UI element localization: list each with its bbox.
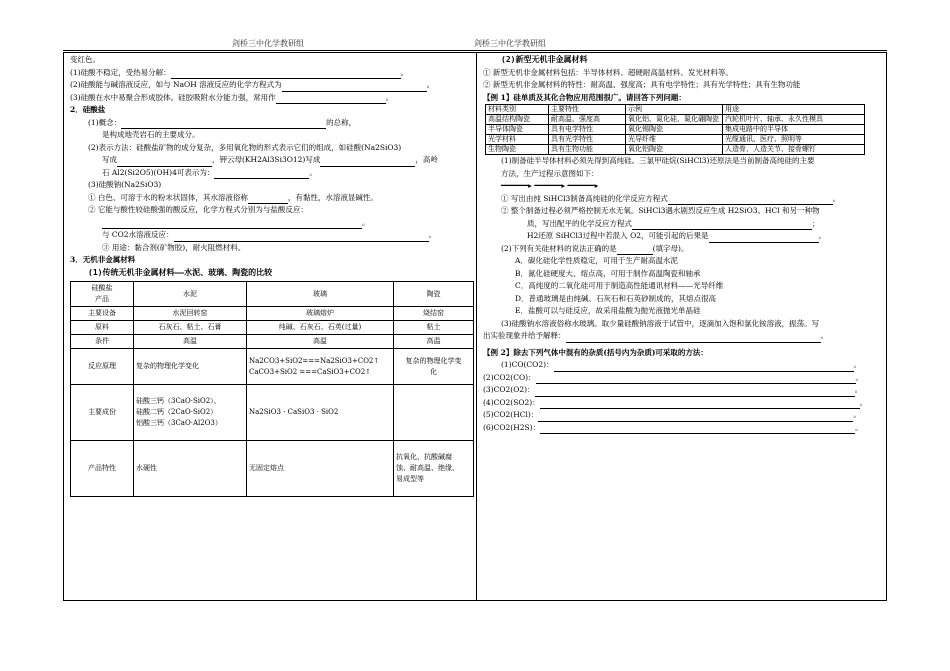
- table-cell: 水硬性: [134, 441, 247, 497]
- table-cell: 半导体陶瓷: [486, 125, 549, 135]
- line-l10: 石 Al2(Si2O5)(OH)4可表示为： 。: [70, 167, 473, 180]
- table-corner: 硅酸盐 产品: [71, 282, 134, 307]
- row-label: 产品特性: [71, 441, 134, 497]
- option-a: A．碳化硅化学性质稳定，可用于生产耐高温水泥: [515, 256, 678, 265]
- table-cell: 高温: [134, 335, 247, 349]
- line-r12: (2)下列有关硅材料的说法正确的是 (填字母)。: [483, 243, 883, 256]
- table-cell: 具有光学特性: [549, 135, 626, 145]
- line-l11: (3)硅酸钠(Na2SiO3): [88, 180, 162, 189]
- header-right: 剑桥三中化学教研组: [474, 39, 546, 48]
- table-row: [71, 441, 474, 497]
- process-arrows: ━━━━━━▸ ━━━━━━▸ ━━━━━━▸: [501, 181, 599, 190]
- table-cell: 纯碱、石灰石、石英(过量): [247, 321, 394, 335]
- line-r2: ① 新型无机非金属材料包括：半导体材料、超硬耐高温材料、发光材料等。: [483, 67, 733, 77]
- item-6: (6)CO2(H2S)： 。: [483, 422, 883, 435]
- line-l6: (1)概念： 的总称，: [70, 117, 473, 130]
- row-label: 反应原理: [71, 349, 134, 385]
- table-cell: 石灰石、粘土、石膏: [134, 321, 247, 335]
- item-4: (4)CO2(SO2)： 。: [483, 397, 883, 410]
- line-l9: 写成 ，钾云母(KH2Al3Si3O12)写成 ，高岭: [70, 154, 473, 167]
- table-cell: Na2CO3+SiO2===Na2SiO3+CO2↑ CaCO3+SiO2 ===CaSiO3+CO2↑: [247, 349, 394, 385]
- col-ceramic: 陶瓷: [394, 282, 474, 307]
- line-l2: (1)硅酸不稳定，受热易分解： 。: [70, 67, 473, 80]
- option-d: D．普通玻璃是由纯碱、石灰石和石英砂制成的，其熔点很高: [515, 293, 717, 303]
- option-b: B．氮化硅硬度大、熔点高，可用于制作高温陶瓷和轴承: [515, 268, 701, 278]
- line-r6: 方法，生产过程示意图如下：: [501, 168, 599, 178]
- table-cell: 人造骨、人造关节、接骨螺钉: [723, 145, 865, 155]
- header-left: 剑桥三中化学教研组: [232, 39, 304, 48]
- row-label: 条件: [71, 335, 134, 349]
- line-r3: ② 新型无机非金属材料的特性：耐高温、强度高；具有电学特性；具有光学特性；具有生物功能: [483, 80, 801, 89]
- col-glass: 玻璃: [247, 282, 394, 307]
- table-cell: 汽轮机叶片、轴承、永久性模具: [723, 115, 865, 125]
- table-cell: 生物陶瓷: [486, 145, 549, 155]
- table-cell: 复杂的物理化学变 化: [394, 349, 474, 385]
- line-l16: ③ 用途：黏合剂(矿物胶)，耐火阻燃材料。: [102, 242, 246, 252]
- table-cell: 玻璃熔炉: [247, 307, 394, 321]
- option-c: C．高纯度的二氧化硅可用于制造高性能通讯材料——光导纤维: [515, 281, 724, 290]
- table-row: [486, 135, 865, 145]
- example-2-title: 【例 2】除去下列气体中混有的杂质(括号内为杂质)可采取的方法：: [483, 347, 708, 357]
- table-header: 材料类别: [486, 105, 549, 115]
- table-cell: 高温结构陶瓷: [486, 115, 549, 125]
- line-l7: 是构成地壳岩石的主要成分。: [102, 130, 200, 139]
- item-3: (3)CO2(O2)： 。: [483, 384, 883, 397]
- line-r10: 质，写出配平的化学反应方程式 ；: [483, 218, 883, 231]
- line-l1: 变红色。: [70, 55, 100, 64]
- table-cell: Na2SiO3 · CaSiO3 · SiO2: [247, 385, 394, 441]
- table-header-row: [486, 105, 865, 115]
- table-row: [71, 385, 474, 441]
- line-r5: (1)制备硅半导体材料必须先得到高纯硅。三氯甲硅烷(SiHCl3)还原法是当前制备高纯硅的主要: [501, 156, 815, 165]
- example-1-title: 【例 1】硅单质及其化合物应用范围很广。请回答下列问题：: [483, 92, 686, 102]
- line-r1: (2)新型无机非金属材料: [501, 55, 588, 64]
- col-cement: 水泥: [134, 282, 247, 307]
- table-row: [71, 307, 474, 321]
- line-l5: 2．硅酸盐: [70, 105, 106, 114]
- table-row: [486, 115, 865, 125]
- comparison-table: [70, 281, 474, 497]
- line-l13: ② 它能与酸性较硅酸强的酸反应，化学方程式分别为与盐酸反应：: [88, 205, 308, 214]
- table-header: 示例: [626, 105, 723, 115]
- line-l3: (2)硅酸能与碱溶液反应，如与 NaOH 溶液反应的化学方程式为 。: [70, 79, 473, 92]
- line-l8: (2)表示方法：硅酸盐矿物的成分复杂，多用氧化物的形式表示它们的组成，如硅酸(Na2SiO3): [88, 142, 402, 152]
- table-cell: 具有生物功能: [549, 145, 626, 155]
- section-traditional: (1)传统无机非金属材料——水泥、玻璃、陶瓷的比较: [88, 267, 273, 277]
- table-row: [71, 321, 474, 335]
- table-row: [486, 125, 865, 135]
- table-cell: 硅酸三钙（3CaO·SiO2）、 硅酸二钙（2CaO·SiO2） 铝酸三钙（3CaO·Al2O3）: [134, 385, 247, 441]
- line-l4: (3)硅酸在水中易聚合形成胶体。硅胶吸附水分能力强，常用作 。: [70, 92, 473, 105]
- item-1: (1)CO(CO2)： 。: [483, 359, 883, 372]
- line-l14: 。: [70, 217, 473, 230]
- line-l15: 与 CO2水溶液反应： 。: [70, 229, 473, 242]
- table-row: [486, 145, 865, 155]
- row-label: 主要设备: [71, 307, 134, 321]
- line-r8: ① 写出由纯 SiHCl3制备高纯硅的化学反应方程式 。: [483, 193, 883, 206]
- table-cell: 具有电学特性: [549, 125, 626, 135]
- header-rule: [63, 50, 887, 51]
- table-cell: 水泥回转窑: [134, 307, 247, 321]
- table-cell: 烧结窑: [394, 307, 474, 321]
- table-header: 主要特性: [549, 105, 626, 115]
- line-l17: 3．无机非金属材料: [70, 255, 136, 264]
- table-cell: [394, 385, 474, 441]
- line-r14: 出实验现象并给予解释： 。: [483, 330, 883, 343]
- left-column: [70, 54, 473, 497]
- table-row: [71, 349, 474, 385]
- line-r11: H2还原 SiHCl3过程中若混入 O2，可能引起的后果是 。: [483, 230, 883, 243]
- line-l12: ① 白色、可溶于水的粉末状固体，其水溶液俗称 ，有黏性，水溶液显碱性。: [70, 192, 473, 205]
- row-label: 原料: [71, 321, 134, 335]
- table-cell: 高温: [247, 335, 394, 349]
- table-cell: 无固定熔点: [247, 441, 394, 497]
- right-column: [483, 54, 883, 434]
- table-row: [71, 335, 474, 349]
- table-cell: 氧化铝、氮化硅、氮化硼陶瓷: [626, 115, 723, 125]
- materials-table: [485, 104, 865, 155]
- table-cell: 光缆通讯、医疗、照明等: [723, 135, 865, 145]
- table-cell: 集成电路中的半导体: [723, 125, 865, 135]
- line-r9: ② 整个制备过程必须严格控制无水无氧。SiHCl3遇水剧烈反应生成 H2SiO3、HCl 和另一种物: [501, 206, 820, 215]
- table-cell: 复杂的物理化学变化: [134, 349, 247, 385]
- table-header: 用途: [723, 105, 865, 115]
- option-e: E．盐酸可以与硅反应，故采用盐酸为抛光液抛光单晶硅: [515, 306, 701, 315]
- table-cell: 氧化锡陶瓷: [626, 125, 723, 135]
- table-cell: 高温: [394, 335, 474, 349]
- line-r13: (3)硅酸钠水溶液俗称水玻璃。取少量硅酸钠溶液于试管中，逐滴加入饱和氯化铵溶液，振荡。写: [501, 318, 820, 328]
- column-divider: [476, 52, 477, 601]
- item-5: (5)CO2(HCl)： 。: [483, 409, 883, 422]
- table-cell: 抗氧化、抗酸碱腐 蚀、耐高温、绝缘、 易成型等: [394, 441, 474, 497]
- table-cell: 耐高温、强度高: [549, 115, 626, 125]
- row-label: 主要成份: [71, 385, 134, 441]
- item-2: (2)CO2(CO)： 。: [483, 372, 883, 385]
- table-cell: 氧化铝陶瓷: [626, 145, 723, 155]
- table-cell: 光导纤维: [626, 135, 723, 145]
- table-cell: 光学材料: [486, 135, 549, 145]
- table-cell: 粘土: [394, 321, 474, 335]
